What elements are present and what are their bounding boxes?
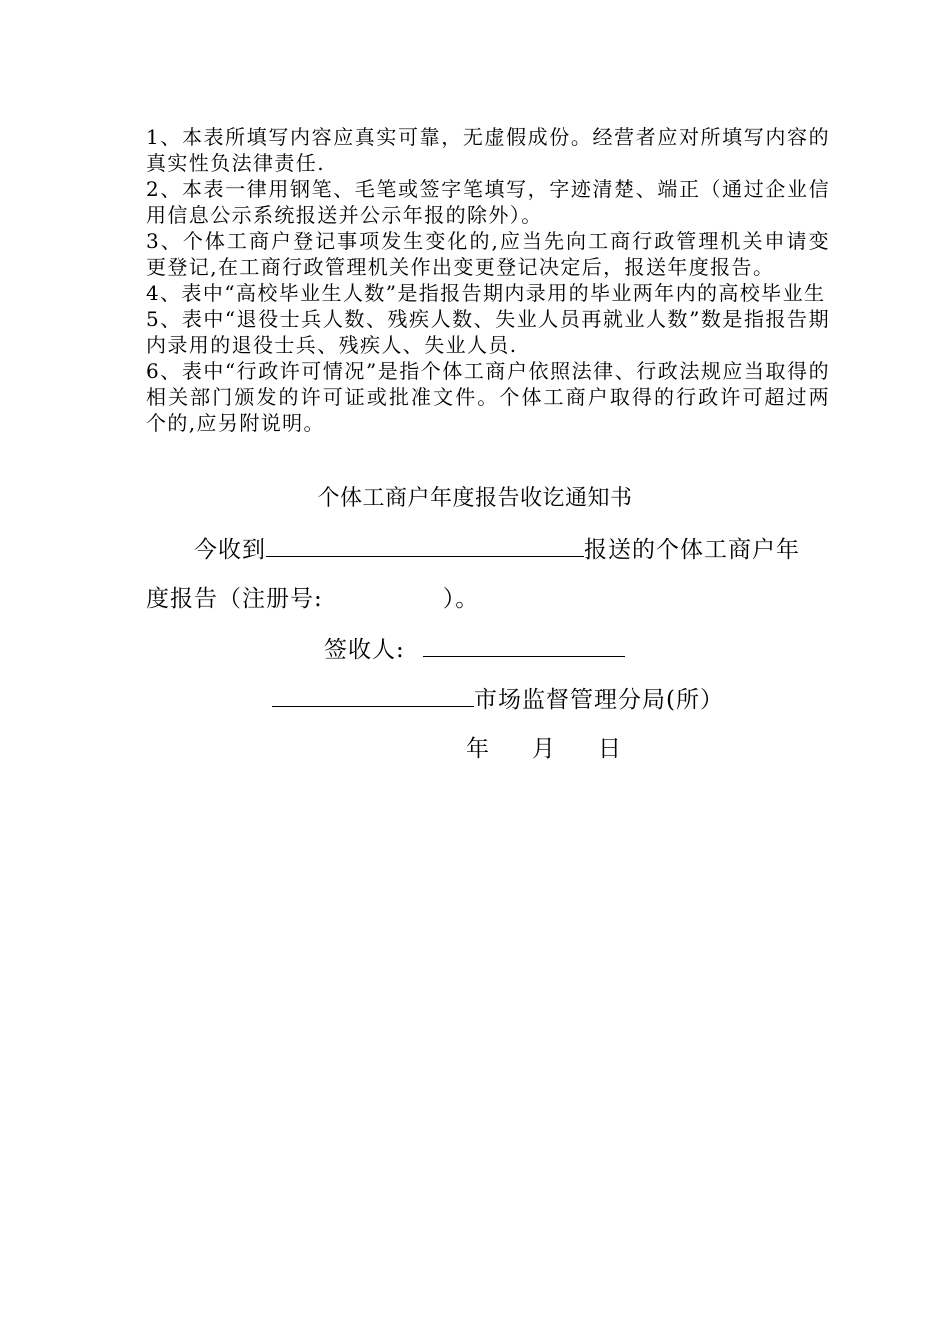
office-name-blank[interactable] [272, 684, 474, 707]
report-type-text: 报送的个体工商户年 [584, 537, 800, 563]
office-line [272, 684, 724, 715]
registration-number-label: 度报告（注册号: [146, 586, 323, 612]
receipt-line-2 [146, 584, 479, 614]
operator-name-blank[interactable] [266, 534, 584, 557]
signer-label: 签收人: [324, 637, 405, 663]
received-from-label: 今收到 [194, 537, 266, 563]
receipt-line-1 [194, 534, 800, 565]
note-1: 1、本表所填写内容应真实可靠，无虚假成份。经营者应对所填写内容的真实性负法律责任. [146, 125, 830, 175]
note-5: 5、表中“退役士兵人数、残疾人数、失业人员再就业人数”数是指报告期内录用的退役士兵、残疾人、失业人员. [146, 307, 830, 357]
receipt-title: 个体工商户年度报告收讫通知书 [317, 486, 633, 511]
instructions-notes [146, 124, 830, 436]
note-6: 6、表中“行政许可情况”是指个体工商户依照法律、行政法规应当取得的相关部门颁发的许可证或批准文件。个体工商户取得的行政许可超过两个的,应另附说明。 [146, 359, 830, 435]
signer-blank[interactable] [423, 634, 625, 657]
note-4: 4、表中“高校毕业生人数”是指报告期内录用的毕业两年内的高校毕业生 [146, 281, 826, 305]
registration-number-close: ）。 [442, 586, 480, 612]
note-3: 3、个体工商户登记事项发生变化的,应当先向工商行政管理机关申请变更登记,在工商行政管理机关作出变更登记决定后，报送年度报告。 [146, 229, 830, 279]
office-label: 市场监督管理分局(所） [474, 687, 724, 713]
date-day: 日 [598, 736, 622, 762]
date-month: 月 [532, 736, 556, 762]
date-year: 年 [466, 736, 490, 762]
signer-line [324, 634, 625, 665]
date-line [466, 734, 622, 764]
note-2: 2、本表一律用钢笔、毛笔或签字笔填写，字迹清楚、端正（通过企业信用信息公示系统报送并公示年报的除外）。 [146, 177, 830, 227]
